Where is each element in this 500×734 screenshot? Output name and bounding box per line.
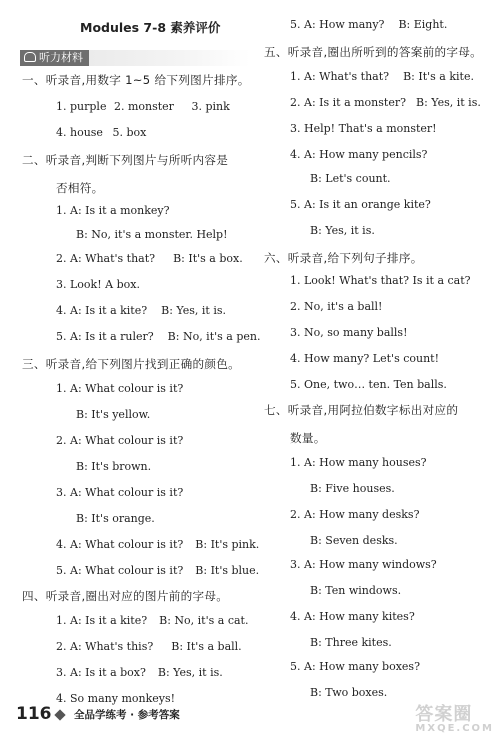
section-7-heading-2: 数量。 [290, 431, 326, 445]
section-2-heading-2: 否相符。 [56, 181, 104, 195]
num: 5. [290, 198, 301, 211]
line-a: Look! A box. [70, 278, 140, 291]
page-title: Modules 7-8 素养评价 [80, 20, 221, 35]
line-a: One, two… ten. Ten balls. [304, 378, 447, 391]
num: 4. [290, 610, 301, 623]
num: 3. [290, 122, 301, 135]
word: purple [70, 100, 107, 113]
s3-item-1-b: B: It's yellow. [76, 408, 151, 421]
line-a: A: What colour is it? [70, 382, 184, 395]
line-b: B: It's a box. [173, 252, 243, 265]
section-2-heading-1: 二、听录音,判断下列图片与所听内容是 [22, 153, 229, 167]
line-a: A: How many windows? [304, 558, 437, 571]
num: 2. [113, 100, 125, 113]
line-b: B: No, it's a cat. [159, 614, 249, 627]
s4-item-1 [56, 614, 248, 627]
line-b: B: Yes, it is. [161, 304, 226, 317]
line-a: A: Is it an orange kite? [304, 198, 431, 211]
line-a: A: How many desks? [304, 508, 420, 521]
line-a: A: What's this? [70, 640, 154, 653]
s2-item-2 [56, 252, 243, 265]
diamond-icon [54, 709, 65, 720]
s7-item-3-a [290, 558, 437, 571]
watermark-sub: MXQE.COM [415, 723, 494, 734]
s5-item-5-a [290, 198, 431, 211]
num: 1. [290, 70, 301, 83]
tag-label: 听力材料 [39, 51, 83, 64]
num: 1. [56, 100, 67, 113]
num: 3. [56, 278, 67, 291]
line-a: A: How many houses? [304, 456, 427, 469]
num: 4. [56, 692, 67, 705]
section-1-heading: 一、听录音,用数字 1~5 给下列图片排序。 [22, 73, 250, 87]
s5-item-2 [290, 96, 481, 109]
line-a: A: Is it a ruler? [70, 330, 154, 343]
num: 2. [290, 300, 301, 313]
line-b: B: It's pink. [195, 538, 260, 551]
section-tag [20, 50, 250, 66]
line-a: A: How many kites? [304, 610, 415, 623]
num: 3. [191, 100, 202, 113]
line-a: A: What colour is it? [70, 538, 184, 551]
s3-item-3-a [56, 486, 183, 499]
line-b: B: It's a ball. [171, 640, 242, 653]
s3-item-5 [56, 564, 259, 577]
book-title: 全品学练考 · 参考答案 [74, 709, 180, 721]
num: 5. [112, 126, 123, 139]
s1-row1 [56, 100, 230, 113]
line-a: Help! That's a monster! [304, 122, 437, 135]
num: 2. [290, 508, 301, 521]
num: 3. [290, 558, 301, 571]
num: 1. [56, 204, 67, 217]
section-7-heading-1: 七、听录音,用阿拉伯数字标出对应的 [264, 403, 459, 417]
watermark-main: 答案圈 [415, 704, 473, 725]
s6-item-4 [290, 352, 439, 365]
line-b: B: It's blue. [195, 564, 260, 577]
s3-item-3-b: B: It's orange. [76, 512, 155, 525]
s4-item-5 [290, 18, 447, 31]
s6-item-2 [290, 300, 382, 313]
num: 4. [56, 304, 67, 317]
line-a: A: What colour is it? [70, 486, 184, 499]
word: box [126, 126, 147, 139]
num: 2. [56, 434, 67, 447]
num: 1. [56, 614, 67, 627]
s5-item-3 [290, 122, 437, 135]
headphones-icon [24, 52, 36, 62]
num: 4. [290, 352, 301, 365]
line-b: B: It's a kite. [403, 70, 474, 83]
s5-item-1 [290, 70, 474, 83]
s2-item-5 [56, 330, 260, 343]
watermark-logo [415, 700, 494, 734]
num: 5. [290, 378, 301, 391]
num: 3. [56, 486, 67, 499]
num: 2. [56, 252, 67, 265]
s5-item-4-a [290, 148, 427, 161]
s1-row2 [56, 126, 146, 139]
line-a: A: How many boxes? [304, 660, 420, 673]
num: 3. [290, 326, 301, 339]
num: 5. [290, 18, 301, 31]
s2-item-3 [56, 278, 140, 291]
num: 5. [290, 660, 301, 673]
line-a: How many? Let's count! [304, 352, 440, 365]
num: 4. [290, 148, 301, 161]
line-a: A: What colour is it? [70, 434, 184, 447]
s7-item-5-b: B: Two boxes. [310, 686, 388, 699]
section-4-heading: 四、听录音,圈出对应的图片前的字母。 [22, 589, 229, 603]
line-a: So many monkeys! [70, 692, 176, 705]
page-number: 116 [16, 704, 52, 724]
s5-item-4-b: B: Let's count. [310, 172, 391, 185]
s7-item-5-a [290, 660, 420, 673]
s7-item-1-b: B: Five houses. [310, 482, 395, 495]
line-a: A: Is it a monster? [304, 96, 406, 109]
num: 4. [56, 126, 67, 139]
s2-item-4 [56, 304, 226, 317]
s6-item-1 [290, 274, 471, 287]
s5-item-5-b: B: Yes, it is. [310, 224, 375, 237]
line-a: Look! What's that? Is it a cat? [304, 274, 471, 287]
num: 5. [56, 330, 67, 343]
line-b: B: Yes, it is. [416, 96, 481, 109]
line-a: A: What's that? [304, 70, 390, 83]
s7-item-4-b: B: Three kites. [310, 636, 392, 649]
s3-item-2-a [56, 434, 183, 447]
s2-item-1-b: B: No, it's a monster. Help! [76, 228, 228, 241]
word: pink [205, 100, 230, 113]
num: 2. [290, 96, 301, 109]
s3-item-1-a [56, 382, 183, 395]
line-a: A: How many? [304, 18, 385, 31]
s7-item-1-a [290, 456, 427, 469]
num: 1. [290, 456, 301, 469]
line-a: A: Is it a box? [70, 666, 146, 679]
line-b: B: No, it's a pen. [167, 330, 261, 343]
s6-item-5 [290, 378, 447, 391]
s7-item-2-a [290, 508, 419, 521]
tag-box [20, 50, 89, 66]
s3-item-4 [56, 538, 259, 551]
s3-item-2-b: B: It's brown. [76, 460, 152, 473]
line-a: A: Is it a kite? [70, 614, 148, 627]
s2-item-1-a [56, 204, 170, 217]
line-a: A: What colour is it? [70, 564, 184, 577]
line-a: A: Is it a kite? [70, 304, 148, 317]
line-b: B: Eight. [398, 18, 448, 31]
s7-item-2-b: B: Seven desks. [310, 534, 398, 547]
s4-item-3 [56, 666, 223, 679]
num: 1. [56, 382, 67, 395]
line-a: A: What's that? [70, 252, 156, 265]
s7-item-4-a [290, 610, 415, 623]
line-a: No, so many balls! [304, 326, 408, 339]
num: 5. [56, 564, 67, 577]
line-a: A: How many pencils? [304, 148, 428, 161]
num: 2. [56, 640, 67, 653]
s4-item-2 [56, 640, 242, 653]
s4-item-4 [56, 692, 175, 705]
s6-item-3 [290, 326, 408, 339]
num: 1. [290, 274, 301, 287]
line-a: A: Is it a monkey? [70, 204, 170, 217]
word: house [70, 126, 103, 139]
num: 3. [56, 666, 67, 679]
line-a: No, it's a ball! [304, 300, 383, 313]
section-3-heading: 三、听录音,给下列图片找到正确的颜色。 [22, 357, 241, 371]
s7-item-3-b: B: Ten windows. [310, 584, 402, 597]
section-6-heading: 六、听录音,给下列句子排序。 [264, 251, 423, 265]
section-5-heading: 五、听录音,圈出所听到的答案前的字母。 [264, 45, 483, 59]
word: monster [127, 100, 174, 113]
num: 4. [56, 538, 67, 551]
line-b: B: Yes, it is. [157, 666, 223, 679]
